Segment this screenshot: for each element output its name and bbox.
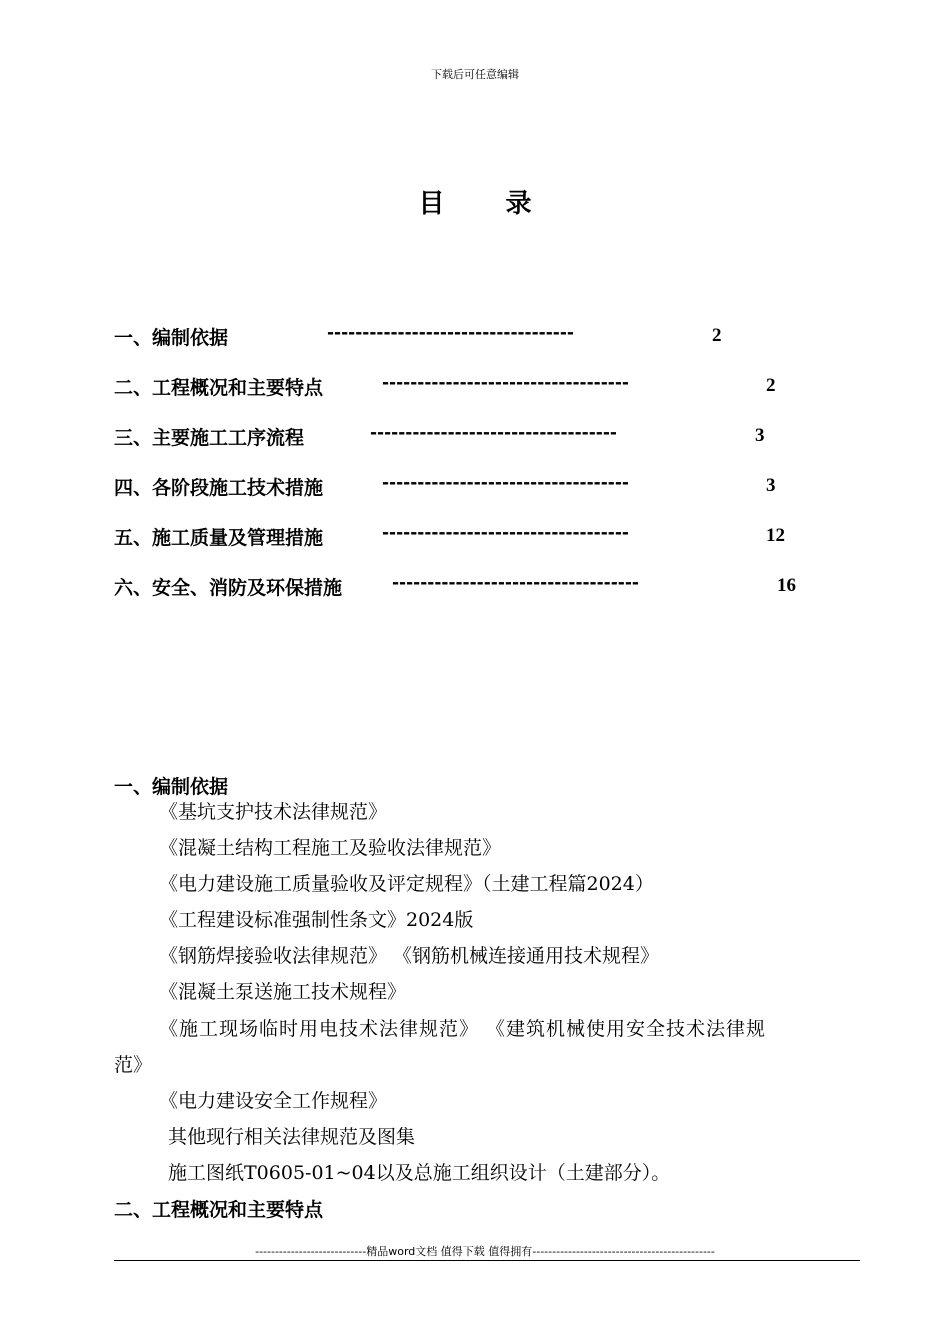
toc-leader-dashes: ----------------------------------- [392,573,639,593]
toc-page-number: 16 [777,575,796,596]
toc-entry-label: 五、施工质量及管理措施 [114,527,324,549]
toc-leader-dashes: ----------------------------------- [370,423,617,443]
reference-item: 《混凝土结构工程施工及验收法律规范》 [159,837,502,859]
reference-item: 《混凝土泵送施工技术规程》 [159,981,407,1003]
toc-entry-label: 六、安全、消防及环保措施 [114,577,343,599]
footer-divider [114,1260,860,1261]
reference-item: 《电力建设施工质量验收及评定规程》（土建工程篇2024） [159,873,654,895]
toc-page-number: 3 [755,425,765,446]
toc-entry-label: 三、主要施工工序流程 [114,427,305,449]
toc-page-number: 2 [766,375,776,396]
reference-item: 《基坑支护技术法律规范》 [159,801,388,823]
reference-item: 范》 [114,1054,153,1076]
document-title: 目 录 [418,189,558,219]
reference-item: 《工程建设标准强制性条文》2024版 [159,909,474,931]
section-heading: 一、编制依据 [114,776,229,798]
toc-leader-dashes: ----------------------------------- [382,473,629,493]
toc-leader-dashes: ----------------------------------- [382,373,629,393]
toc-page-number: 12 [766,525,785,546]
reference-item: 《施工现场临时用电技术法律规范》 《建筑机械使用安全技术法律规 [159,1018,767,1040]
toc-entry-label: 二、工程概况和主要特点 [114,377,324,399]
reference-item: 《电力建设安全工作规程》 [159,1090,388,1112]
reference-item: 《钢筋焊接验收法律规范》 《钢筋机械连接通用技术规程》 [159,945,660,967]
toc-page-number: 3 [766,475,776,496]
reference-item: 施工图纸T0605-01~04以及总施工组织设计（土建部分）。 [168,1162,671,1184]
toc-page-number: 2 [712,325,722,346]
header-note: 下载后可任意编辑 [431,68,519,81]
toc-entry-label: 一、编制依据 [114,327,229,349]
section-heading: 二、工程概况和主要特点 [114,1199,324,1221]
reference-item: 其他现行相关法律规范及图集 [168,1126,416,1148]
footer-note: ----------------------------精品word文档 值得下载 值得拥有---------------------------------------------- [255,1245,715,1258]
toc-leader-dashes: ----------------------------------- [327,323,574,343]
toc-entry-label: 四、各阶段施工技术措施 [114,477,324,499]
toc-leader-dashes: ----------------------------------- [382,523,629,543]
